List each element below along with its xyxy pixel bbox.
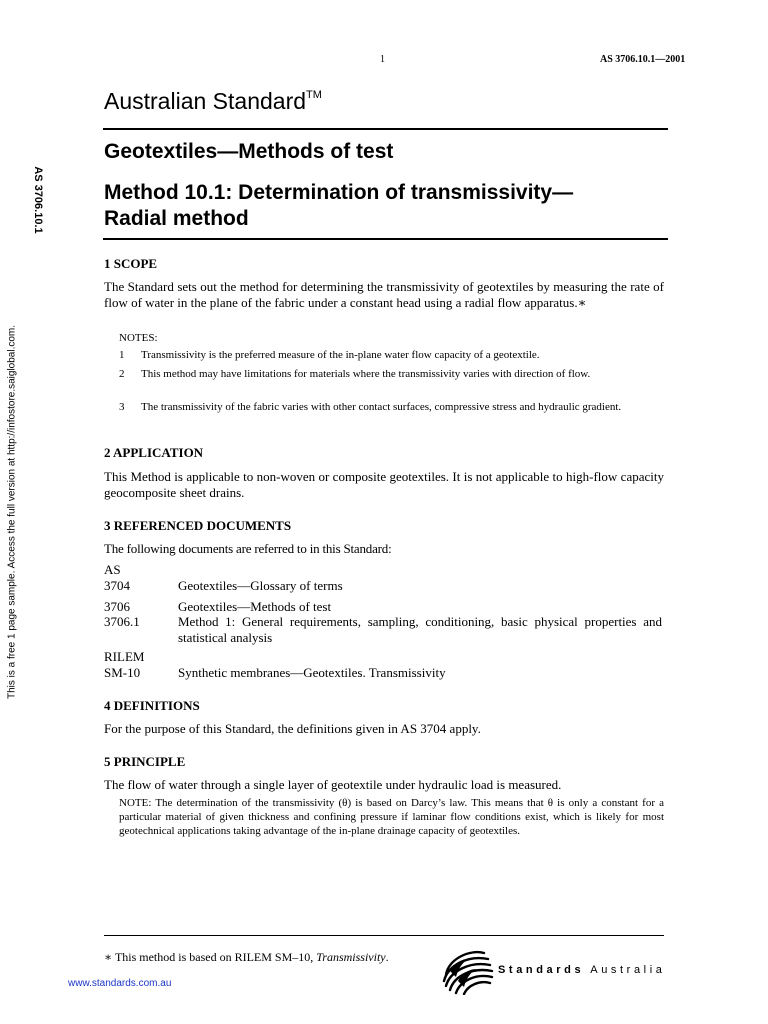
reference-code: 3704 — [104, 578, 130, 593]
footnote — [104, 950, 389, 965]
section-heading-definitions: 4 DEFINITIONS — [104, 698, 200, 713]
reference-org-rilem: RILEM — [104, 649, 145, 664]
footnote-rule — [104, 935, 664, 936]
note-text: The transmissivity of the fabric varies with other contact surfaces, compressive stress and hydraulic gradient. — [141, 401, 622, 413]
section-heading-referenced-documents: 3 REFERENCED DOCUMENTS — [104, 518, 292, 533]
reference-code: 3706 — [104, 599, 130, 614]
trademark-mark: TM — [306, 89, 322, 102]
standards-website-link[interactable]: www.standards.com.au — [68, 978, 172, 989]
footnote-italic: Transmissivity — [316, 950, 386, 964]
reference-title: Geotextiles—Methods of test — [178, 599, 332, 614]
method-title-line-2: Radial method — [104, 207, 249, 230]
application-paragraph: This Method is applicable to non-woven or composite geotextiles. It is not applicable to high-flow capacity geocomposite sheet drains. — [104, 469, 664, 500]
title-bottom-rule — [103, 238, 668, 240]
reference-org-as: AS — [104, 562, 121, 577]
definitions-paragraph: For the purpose of this Standard, the definitions given in AS 3704 apply. — [104, 721, 481, 736]
section-heading-principle: 5 PRINCIPLE — [104, 754, 186, 769]
reference-code: 3706.1 — [104, 614, 140, 629]
note-number: 2 — [119, 368, 125, 380]
note-text: This method may have limitations for materials where the transmissivity varies with direction of flow. — [141, 368, 591, 380]
side-document-id: AS 3706.10.1 — [32, 166, 44, 234]
standards-australia-logo-icon — [440, 945, 496, 995]
footnote-prefix: ∗ This method is based on RILEM SM–10, — [104, 950, 317, 964]
wordmark-standards: Standards — [498, 964, 585, 976]
scope-paragraph: The Standard sets out the method for determining the transmissivity of geotextiles by measuring the rate of flow of water in the plane of the fabric under a constant head using a radial flow apparatus.∗ — [104, 279, 664, 310]
reference-title: Geotextiles—Glossary of terms — [178, 578, 343, 593]
section-heading-application: 2 APPLICATION — [104, 445, 204, 460]
footnote-suffix: . — [385, 950, 389, 964]
note-text: Transmissivity is the preferred measure of the in-plane water flow capacity of a geotextile. — [141, 349, 540, 361]
standard-title-text: Australian Standard — [104, 88, 307, 114]
reference-code: SM-10 — [104, 665, 141, 680]
notes-label: NOTES: — [119, 332, 158, 344]
sample-watermark: This is a free 1 page sample. Access the full version at http://infostore.saiglobal.com. — [6, 324, 18, 700]
referenced-intro: The following documents are referred to in this Standard: — [104, 541, 392, 556]
note-number: 1 — [119, 349, 125, 361]
section-heading-scope: 1 SCOPE — [104, 256, 158, 271]
page-number: 1 — [380, 54, 385, 65]
method-title-line-1: Method 10.1: Determination of transmissivity— — [104, 181, 574, 204]
document-id: AS 3706.10.1—2001 — [600, 54, 686, 65]
title-top-rule — [103, 128, 668, 130]
wordmark-australia: Australia — [590, 964, 666, 976]
reference-title: Method 1: General requirements, sampling, conditioning, basic physical properties and statistical analysis — [178, 614, 662, 645]
standard-title — [104, 88, 322, 115]
principle-note: NOTE: The determination of the transmissivity (θ) is based on Darcy’s law. This means that θ is only a constant for a particular material of given thickness and confining pressure if laminar flow conditions exist, which is likely for most geotechnical applications taking advantage of the in-plane drainage capacity of geotextiles. — [119, 797, 664, 837]
method-title — [104, 180, 664, 232]
standards-australia-wordmark — [498, 964, 665, 976]
main-title: Geotextiles—Methods of test — [104, 140, 394, 163]
principle-paragraph: The flow of water through a single layer of geotextile under hydraulic load is measured. — [104, 777, 562, 792]
reference-title: Synthetic membranes—Geotextiles. Transmissivity — [178, 665, 446, 680]
note-number: 3 — [119, 401, 125, 413]
